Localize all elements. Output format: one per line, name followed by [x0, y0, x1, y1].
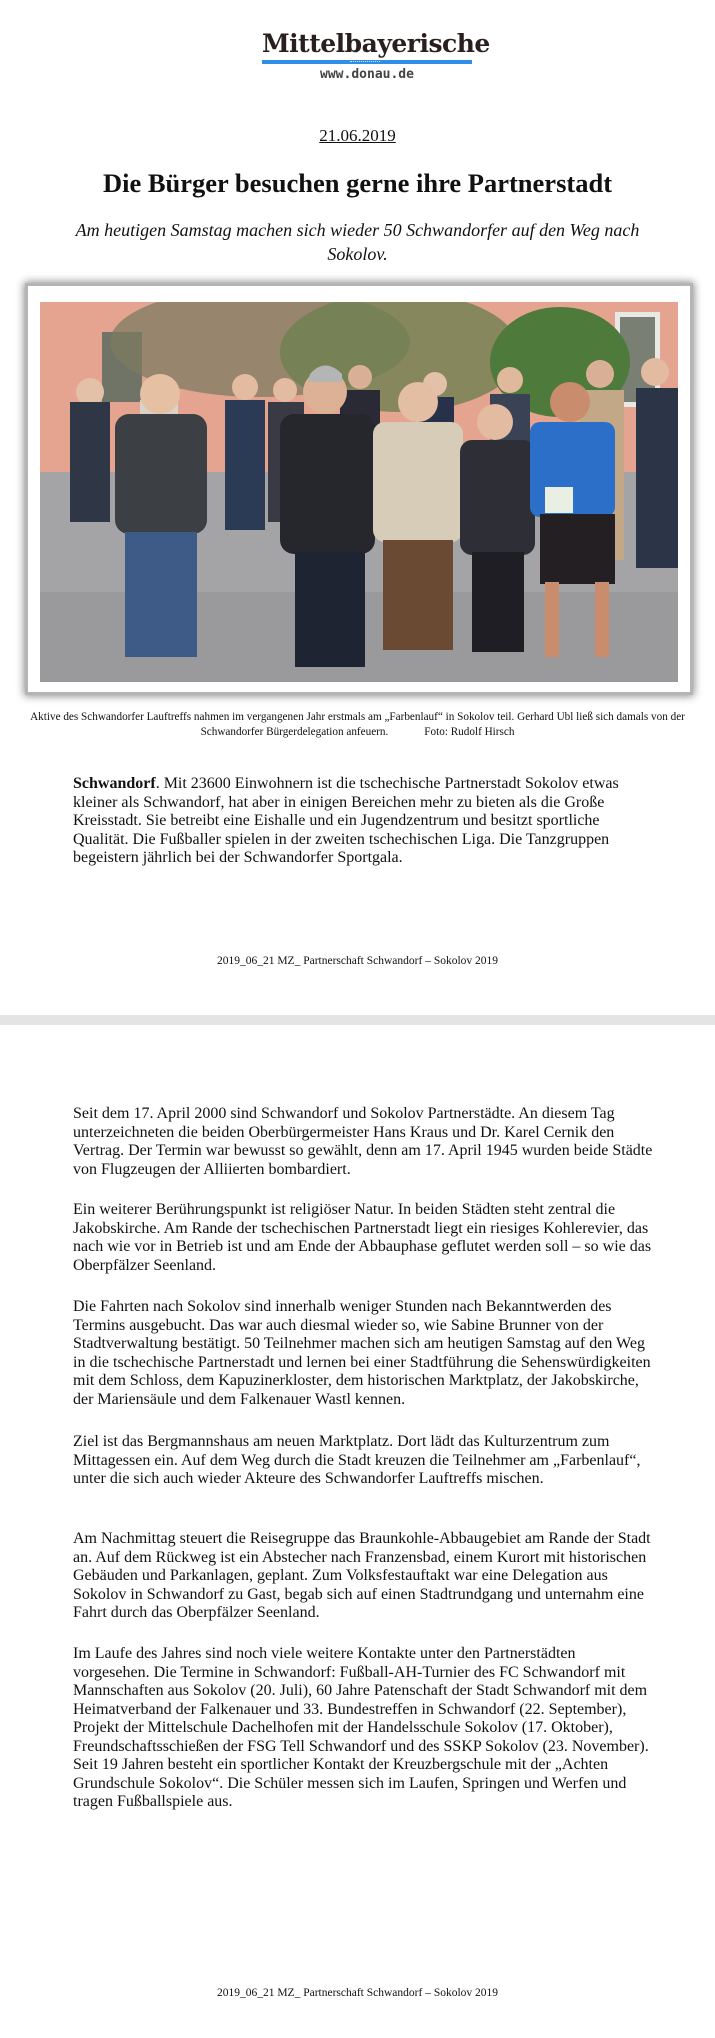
article-date: 21.06.2019 — [319, 126, 396, 145]
newspaper-logo — [262, 29, 490, 92]
lead-text: . Mit 23600 Einwohnern ist die tschechische Partnerstadt Sokolov etwas kleiner als Schwandorf, hat aber in einigen Bereichen mehr zu bieten als die Große Kreisstadt. Sie betreibt eine Eishalle und ein Jugendzentrum und besitzt sportliche Qualität. Die Fußballer spielen in der zweiten tschechischen Liga. Die Tanzgruppen begeistern jährlich bei der Schwandorfer Sportgala. — [73, 775, 619, 866]
document-page-2 — [0, 1025, 715, 2038]
page-separator — [0, 1015, 715, 1025]
body-paragraph: Die Fahrten nach Sokolov sind innerhalb weniger Stunden nach Bekanntwerden des Termins ausgebucht. Das war auch diesmal wieder so, wie Sabine Brunner von der Stadtverwaltung bestätigt. 50 Teilnehmer machen sich am heutigen Samstag auf den Weg in die tschechische Partnerstadt und lernen bei einer Stadtführung die Sehenswürdigkeiten mit dem Schloss, dem Kapuzinerkloster, dem historischen Marktplatz, der Jakobskirche, der Mariensäule und dem Falkenauer Wastl kennen. — [73, 1298, 651, 1408]
article-subheadline: Am heutigen Samstag machen sich wieder 50 Schwandorfer auf den Weg nach Sokolov. — [75, 220, 640, 264]
photo-man-beige — [373, 382, 463, 650]
page-footer: 2019_06_21 MZ_ Partnerschaft Schwandorf – Sokolov 2019 — [216, 1987, 499, 1999]
article-photo — [40, 302, 678, 682]
document-page-1 — [0, 0, 715, 1015]
photo-caption — [30, 710, 685, 740]
photo-illustration — [40, 302, 678, 682]
photo-frame — [28, 286, 690, 692]
body-paragraph: Am Nachmittag steuert die Reisegruppe das Braunkohle-Abbaugebiet am Rande der Stadt an. Auf dem Rückweg ist ein Abstecher nach Franzensbad, einem Kurort mit historischen Gebäuden und Parkanlagen, geplant. Zum Volksfestauftakt war eine Delegation aus Sokolov in Schwandorf zu Gast, begab sich auf einen Stadtrundgang und unternahm eine Fahrt durch das Oberpfälzer Seenland. — [73, 1530, 651, 1621]
article-headline: Die Bürger besuchen gerne ihre Partnerstadt — [102, 168, 613, 198]
logo-name: Mittelbayerische — [262, 29, 490, 58]
body-paragraph: Ein weiterer Berührungspunkt ist religiöser Natur. In beiden Städten steht zentral die Jakobskirche. Am Rande der tschechischen Partnerstadt liegt ein riesiges Kohlerevier, das nach wie vor in Betrieb ist und am Ende der Abbauphase geflutet werden soll – so wie das Oberpfälzer Seenland. — [73, 1201, 652, 1274]
body-paragraph: Seit dem 17. April 2000 sind Schwandorf und Sokolov Partnerstädte. An diesem Tag unterzeichneten die beiden Oberbürgermeister Hans Kraus und Dr. Karel Cernik den Vertrag. Der Termin war bewusst so gewählt, denn am 17. April 1945 wurden beide Städte von Flugzeugen der Alliierten bombardiert. — [73, 1105, 653, 1178]
photo-man-left — [115, 374, 207, 657]
body-paragraph: Ziel ist das Bergmannshaus am neuen Marktplatz. Dort lädt das Kulturzentrum zum Mittagessen ein. Auf dem Weg durch die Stadt kreuzen die Teilnehmer am „Farbenlauf“, unter die sich auch wieder Akteure des Schwandorfer Lauftreffs mischen. — [73, 1433, 641, 1487]
photo-credit: Foto: Rudolf Hirsch — [424, 726, 515, 738]
body-paragraph: Im Laufe des Jahres sind noch viele weitere Kontakte unter den Partnerstädten vorgesehen. Die Termine in Schwandorf: Fußball-AH-Turnier des FC Schwandorf mit Mannschaften aus Sokolov (20. Juli), 60 Jahre Patenschaft der Stadt Schwandorf mit dem Heimatverband der Falkenauer und 33. Bundestreffen in Schwandorf (22. September), Projekt der Mittelschule Dachelhofen mit der Handelsschule Sokolov (17. Oktober), Freundschaftsschießen der FSG Tell Schwandorf und des SSKP Sokolov (23. November). Seit 19 Jahren besteht ein sportlicher Kontakt der Kreuzbergschule mit der „Achten Grundschule Sokolov“. Die Schüler messen sich im Laufen, Springen und Werfen und tragen Fußballspiele aus. — [73, 1645, 649, 1810]
photo-caption-text: Aktive des Schwandorfer Lauftreffs nahmen im vergangenen Jahr erstmals am „Farbenlauf“ in Sokolov teil. Gerhard Ubl ließ sich damals von der Schwandorfer Bürgerdelegation anfeuern. — [30, 711, 685, 738]
page-footer: 2019_06_21 MZ_ Partnerschaft Schwandorf – Sokolov 2019 — [216, 955, 499, 967]
lead-paragraph — [73, 775, 653, 868]
lead-place: Schwandorf — [73, 775, 156, 792]
logo-accent-bar — [262, 60, 472, 64]
logo-url: www.donau.de — [320, 67, 414, 82]
